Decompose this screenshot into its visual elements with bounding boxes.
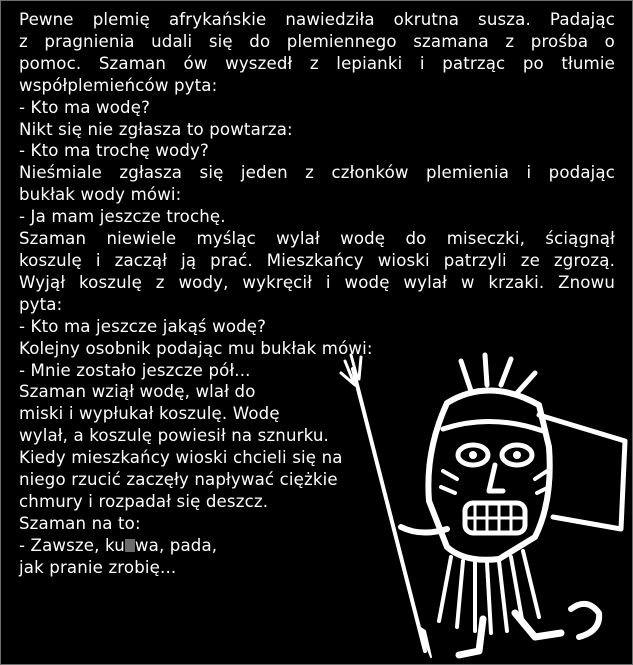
story-line: Kiedy mieszkańcy wioski chcieli się na	[19, 448, 343, 468]
story-line: z pragnienia udali się do plemiennego szamana z prośba o	[19, 31, 615, 51]
story-line: Pewne plemię afrykańskie nawiedziła okrutna susza. Padając	[19, 10, 615, 29]
story-line: - Ja mam jeszcze trochę.	[19, 207, 226, 227]
punchline-part: wa, pada,	[134, 535, 218, 555]
story-line: koszulę i zaczął ją prać. Mieszkańcy wioski patrzyli ze zgrozą.	[19, 250, 615, 270]
story-line: pomoc. Szaman ów wyszedł z lepianki i patrząc po tłumie	[19, 53, 615, 73]
punchline-part: - Zawsze, ku	[19, 535, 125, 555]
story-line: - Kto ma wodę?	[19, 97, 151, 117]
story-line: Nikt się nie zgłasza to powtarza:	[19, 119, 293, 139]
story-line: chmury i rozpadał się deszcz.	[19, 491, 269, 511]
story-line: pyta:	[19, 294, 63, 314]
tiki-shaman-icon	[339, 351, 629, 661]
story-line: - Kto ma trochę wody?	[19, 141, 209, 161]
story-line: Szaman wziął wodę, wlał do	[19, 382, 256, 402]
story-line: Szaman niewiele myśląc wylał wodę do miseczki, ściągnął	[19, 229, 615, 249]
story-line: współplemieńców pyta:	[19, 75, 218, 95]
story-line: Szaman na to:	[19, 513, 141, 533]
story-line: Kolejny osobnik podając mu bukłak mówi:	[19, 338, 373, 358]
story-line: Nieśmiale zgłasza się jeden z członków plemienia i podając	[19, 163, 615, 183]
story-line: Wyjął koszulę z wody, wykręcił i wodę wylał w krzaki. Znowu	[19, 272, 615, 292]
censor-block	[125, 539, 135, 552]
story-line: - Kto ma jeszcze jakąś wodę?	[19, 316, 267, 336]
story-line: wylał, a koszulę powiesił na sznurku.	[19, 426, 329, 446]
punchline-end: jak pranie zrobię...	[19, 557, 177, 577]
story-line: bukłak wody mówi:	[19, 185, 182, 205]
story-line: miski i wypłukał koszulę. Wodę	[19, 404, 280, 424]
story-line: niego rzucić zaczęły napływać ciężkie	[19, 470, 338, 490]
story-line: - Mnie zostało jeszcze pół...	[19, 360, 251, 380]
